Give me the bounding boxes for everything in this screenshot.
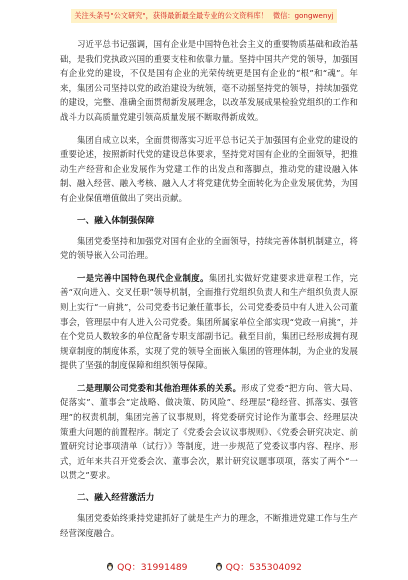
qq-penguin-icon [215,562,223,571]
footer-qq-2 [215,560,302,576]
paragraph-modern-enterprise [60,271,358,373]
paragraph-overview: 集团自成立以来，全面贯彻落实习近平总书记关于加强国有企业党的建设的重要论述，按照新时代党的建设总体要求，坚持党对国有企业的全面领导，把推动生产经营和企业发展作为党建工作的出发点和落脚点，推动党的建设融入体制、融入经营、融入考核、融入人才将党建优势全面转化为企业发展优势，为国有企业保值增值做出了突出贡献。 [60,134,358,203]
qq-penguin-icon [106,562,114,571]
wechat-id: 微信：gongwenyj [272,11,334,20]
paragraph-operations: 集团党委始终秉持党建抓好了就是生产力的理念，不断推进党建工作与生产经营深度融合。 [60,513,358,538]
footer-qq-2-text: QQ：535304092 [225,562,302,573]
paragraph-governance [60,381,358,483]
contact-footer [0,555,408,571]
paragraph-lead-governance: 二是理顺公司党委和其他治理体系的关系。 [77,382,242,393]
paragraph-lead-modern-enterprise: 一是完善中国特色现代企业制度。 [77,272,209,283]
section-heading-operations: 二、融入经营激活力 [77,493,155,504]
promo-banner-text [71,9,336,23]
paragraph-intro: 习近平总书记强调，国有企业是中国特色社会主义的重要物质基础和政治基础，是我们党执政兴国的重要支柱和依靠力量。坚持中国共产党的领导，加强国有企业党的建设，不仅是国有企业的光荣传统更是国有企业的“根”和“魂”。年来，集团公司坚持以党的政治建设为统领，毫不动摇坚持党的领导，持续加强党的建设，完整、准确全面贯彻新发展理念，以改革发展成果检验党组织的工作和战斗力以高质量党建引领高质量发展不断取得新成效。 [60,39,358,122]
footer-qq-1 [106,560,187,576]
paragraph-system-intro: 集团党委坚持和加强党对国有企业的全面领导，持续完善体制机制建立，将党的领导嵌入公司治理。 [60,235,358,261]
promo-banner [0,3,408,20]
paragraph-text-governance: 形成了党委“把方向、管大局、促落实”、董事会“定战略、做决策、防风险”、经理层“稳经营、抓落实、强管理”的权责机制，集团完善了议事规则，将党委研究讨论作为董事会、经理层决策重大问题的前置程序。制定了《党委会会议议事规则》、《党委会研究决定、前置研究讨论事项清单（试行）》等制度，进一步规范了党委议事内容、程序、形式，近年来共召开党委会次、董事会次，累计研究议题事项项，落实了两个“一以贯之”要求。 [60,382,358,481]
promo-banner-left: 关注头条号"公文研究"，获得最新最全最专业的公文资料库！ [74,11,268,20]
footer-qq-1-text: QQ：31991489 [117,562,188,573]
paragraph-text-modern-enterprise: 集团扎实做好党建要求进章程工作，完善“双向进入、交叉任职”领导机制，全面推行党组织负责人和生产组织负责人原则上实行“一肩挑”，公司党委书记兼任董事长，公司党委委员中有人进入公司董事会，管理层中有人进入公司党委。集团所属家单位全部实现“党政一肩挑”，并在个党员人数较多的单位配备专职支部副书记。截至目前，集团已经形成拥有现规章制度的制度体系，实现了党的领导全面嵌入集团的管理体制，为企业的发展提供了坚强的制度保障和组织领导保障。 [60,272,359,371]
document-body [60,37,358,540]
section-heading-system: 一、融入体制强保障 [77,215,155,226]
